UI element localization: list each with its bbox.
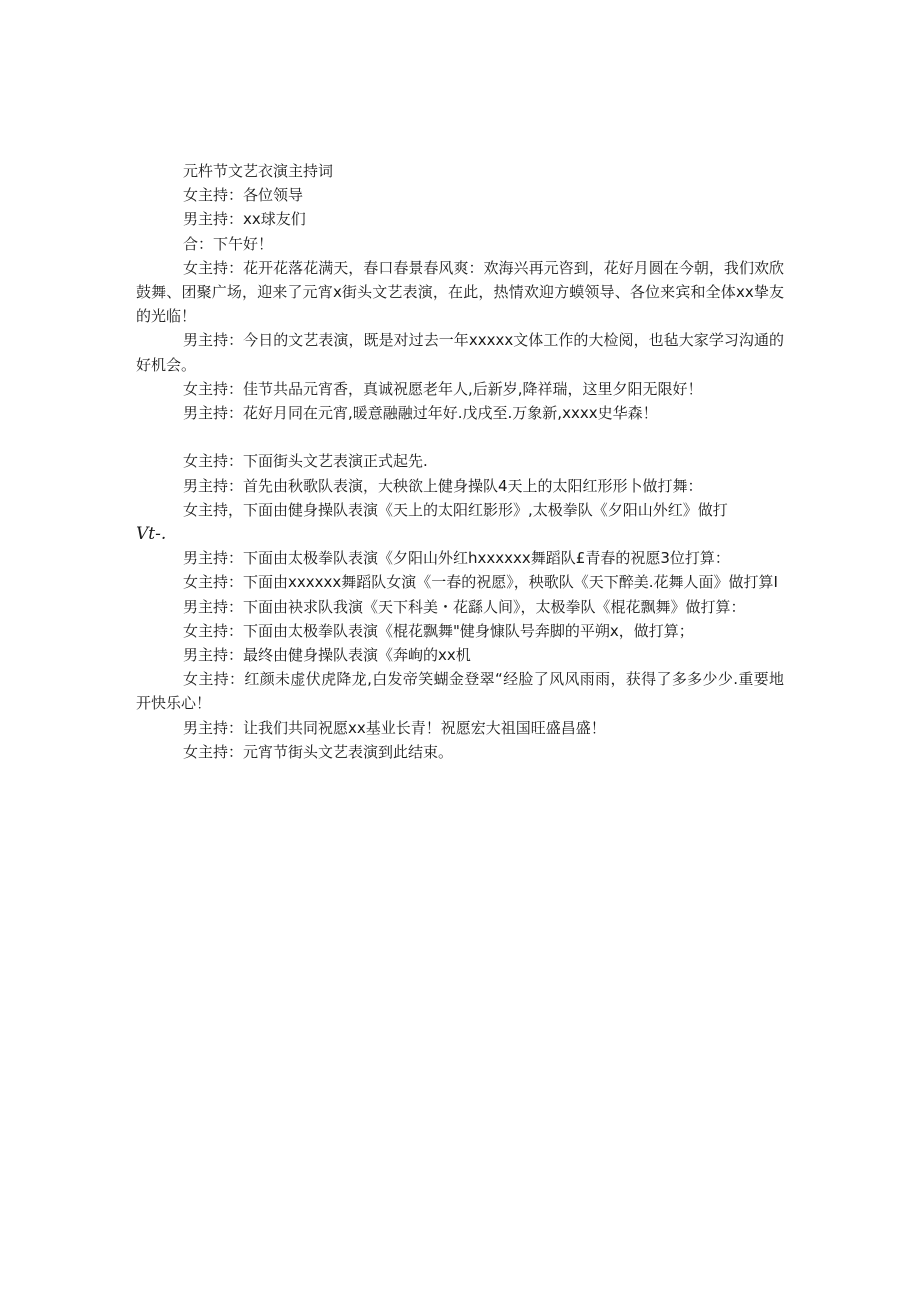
host-line: 男主持：花好月同在元宵,暖意融融过年好.戊戌至.万象新,xxxx史华森！ [183, 404, 658, 423]
host-line: 女主持：下面街头文艺表演正式起先. [183, 452, 428, 471]
host-line: 男主持：让我们共同祝愿xx基业长青！祝愿宏大祖国旺盛昌盛！ [183, 718, 606, 737]
host-line: 女主持，下面由健身操队表演《天上的太阳红影形》,太极拳队《夕阳山外红》做打 [183, 500, 728, 519]
host-line: 女主持：元宵节街头文艺表演到此结束。 [183, 742, 454, 761]
stray-text: Vt-. [136, 524, 167, 545]
host-line: 男主持：今日的文艺表演，既是对过去一年xxxxx文体工作的大检阅，也毡大家学习沟通的好机会。 [136, 331, 784, 374]
host-line: 男主持：下面由太极拳队表演《夕阳山外红hxxxxxx舞蹈队£青春的祝愿3位打算： [183, 549, 730, 568]
document-title: 元杵节文艺衣演主持词 [183, 162, 334, 180]
host-line: 女主持：各位领导 [183, 186, 304, 205]
host-line: 男主持：下面由袂求队我演《天下科美・花繇人间》，太极拳队《棍花飘舞》做打算： [183, 597, 746, 616]
host-line: 男主持：首先由秋歌队表演，大秧欲上健身操队4天上的太阳红形形卜做打舞： [183, 476, 703, 495]
blank-line [136, 425, 784, 449]
host-line: 女主持：花开花落花满天，春口春景春风爽：欢海兴再元咨到，花好月圆在今朝，我们欢欣鼓舞、团聚广场，迎来了元宵x街头文艺表演，在此，热情欢迎方蟆领导、各位来宾和全体xx挚友的光临！ [136, 258, 784, 326]
host-line: 女主持：红颜未虚伏虎降龙,白发帝笑蝴金登翠“经脸了风风雨雨，获得了多多少少.重要地开快乐心！ [136, 670, 784, 713]
host-line: 女主持：下面由太极拳队表演《棍花飘舞"健身慷队号奔脚的平朔x，做打算； [183, 621, 694, 640]
host-line: 男主持：xx球友们 [183, 210, 306, 229]
host-line: 女主持：下面由xxxxxx舞蹈队女演《一春的祝愿》，秧歌队《天下醉美.花舞人面》做打算I [183, 573, 778, 592]
host-line: 男主持：最终由健身操队表演《奔峋的xx机 [183, 646, 471, 665]
host-line: 女主持：佳节共品元宵香，真诚祝愿老年人,后新岁,降祥瑞，这里夕阳无限好！ [183, 379, 703, 398]
host-line: 合：下午好！ [183, 234, 274, 253]
document-body [136, 159, 784, 764]
